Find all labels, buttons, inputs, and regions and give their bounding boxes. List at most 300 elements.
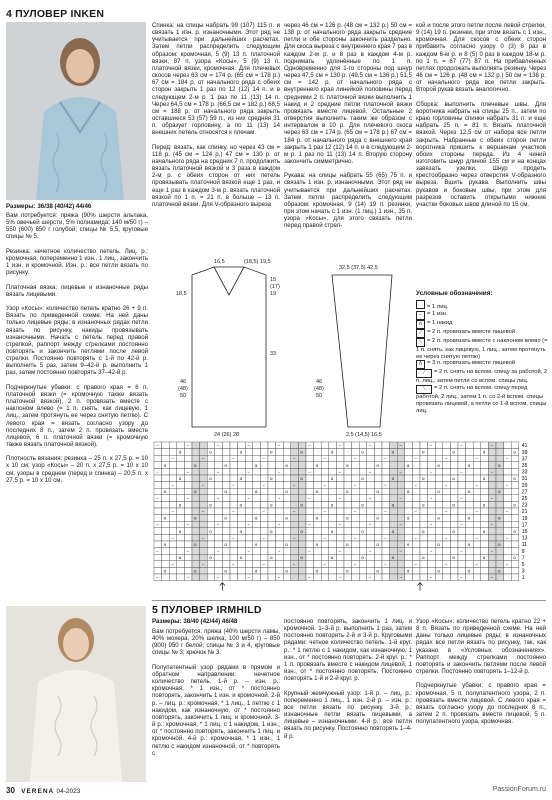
chart-cell	[336, 534, 344, 541]
chart-cell	[397, 561, 405, 568]
chart-symbol: −	[353, 561, 357, 567]
chart-symbol: −	[384, 509, 387, 514]
chart-row-label: 3	[521, 568, 525, 575]
chart-cell	[504, 521, 512, 528]
svg-text:16,5: 16,5	[214, 259, 225, 265]
chart-cell	[428, 455, 436, 462]
chart-cell	[162, 449, 170, 456]
repeat-arrow	[220, 583, 225, 591]
chart-cell	[412, 515, 420, 522]
chart-cell	[412, 521, 420, 528]
chart-cell	[177, 495, 185, 502]
chart-symbol: o	[422, 555, 425, 561]
chart-cell	[222, 574, 230, 581]
chart-symbol: −	[277, 575, 281, 580]
chart-cell	[481, 541, 489, 548]
text-column-1: Вам потребуется: пряжа (90% шерсти альпака, 5% овечьей шерсти, 5% полиамида; 140 м/50 г) – 550 (600) 650 г голубой; спицы № 5,5, круговые спицы № 5. Резинка: нечетное количество петель. Лиц. р.: кромочная, попеременно 1 изн., 1 лиц., закончить 1 изн. и кромочной. Изн. р.: все петли вязать по рисунку. Платочная вязка: лицевые и изнаночные ряды вязать лицевыми. Узор «Косы»: количество петель кратно 26 + 9 п. Вязать по приведенной схеме. На ней даны только лицевые ряды; в изнаночных рядах петли вязать по рисунку, накиды провязывать изнаночными. Начать с петель перед правой стрелкой, раппорт между стрелками постоянно повторять и закончить петлями после левой стрелки. Постоянно повторять с 1-й по 42-й р. выполнить 5 раз, затем 9–42-й р. выполнить 1 раз, затем постоянно повторять 37–42-й р. Подчеркнутые убавки: с правого края = 6 п. платочной вязки (= кромочную также вязать платочной вязкой), 2 п. провязать вместе с наклоном влево (= 1 п. снять, как лицевую, 1 лиц., затем протянуть ее через снятую петлю). С левого края = вязать согласно узору до последних 8 п., затем 2 п. провязать вместе лицевой, 6 п. платочной вязки (= кромочную также вязать платочной вязкой). Плотность вязания: резинка – 25 п. х 27,5 р. = 10 х 10 см; узор «Косы» – 20 п. х 27,5 р. = 10 х 10 см; узоры в среднем (перед и спинка) – 20,5 п. х 27,5 р. = 10 х 10 см.	[6, 212, 148, 484]
chart-cell	[443, 488, 451, 495]
chart-symbol: −	[323, 561, 326, 567]
chart-symbol: o	[270, 528, 273, 534]
chart-cell	[488, 475, 496, 482]
chart-symbol: −	[399, 575, 402, 580]
chart-symbol: −	[277, 443, 281, 448]
chart-row-label: 17	[521, 522, 528, 529]
chart-row-label: 31	[521, 476, 528, 483]
chart-cell	[245, 528, 253, 535]
chart-symbol: −	[490, 575, 494, 580]
chart-symbol: −	[490, 548, 494, 554]
chart-cell	[162, 495, 170, 502]
chart-cell	[420, 515, 428, 522]
chart-cell	[200, 567, 208, 574]
chart-cell	[336, 462, 344, 469]
chart-symbol: −	[186, 495, 190, 501]
chart-cell	[367, 515, 375, 522]
chart-cell	[314, 455, 322, 462]
chart-cell	[238, 495, 246, 502]
chart-symbol: −	[444, 482, 448, 488]
chart-cell	[154, 528, 162, 535]
chart-cell	[329, 521, 337, 528]
chart-symbol: −	[292, 482, 296, 488]
chart-cell	[488, 488, 496, 495]
chart-cell	[458, 541, 466, 548]
chart-cell	[314, 495, 322, 502]
chart-cell	[352, 528, 360, 535]
chart-cell	[306, 455, 314, 462]
chart-cell	[215, 561, 223, 568]
chart-cell	[260, 567, 268, 574]
chart-cell	[352, 462, 360, 469]
chart-cell	[374, 534, 382, 541]
chart-cell	[253, 495, 261, 502]
chart-cell	[450, 574, 458, 581]
chart-symbol: o	[513, 555, 516, 561]
chart-cell	[154, 554, 162, 561]
chart-cell	[397, 528, 405, 535]
chart-symbol: o	[239, 502, 243, 508]
chart-symbol: −	[475, 535, 478, 541]
chart-symbol: o	[270, 449, 273, 455]
chart-cell	[207, 561, 215, 568]
chart-cell	[344, 548, 352, 555]
chart-symbol: −	[460, 443, 463, 448]
chart-cell	[230, 574, 238, 581]
chart-cell	[276, 567, 284, 574]
chart-cell	[230, 567, 238, 574]
model-photo-irmhild	[6, 606, 146, 782]
repeat-arrow	[418, 583, 423, 591]
chart-symbol: o	[437, 542, 440, 547]
chart-cell	[466, 455, 474, 462]
chart-symbol: −	[262, 482, 266, 488]
chart-cell	[466, 574, 474, 581]
chart-cell	[352, 567, 360, 574]
chart-cell	[428, 449, 436, 456]
chart-cell	[504, 574, 512, 581]
chart-cell	[268, 548, 276, 555]
chart-cell	[473, 515, 481, 522]
chart-cell	[154, 449, 162, 456]
chart-cell	[352, 548, 360, 555]
chart-symbol: o	[498, 462, 501, 468]
chart-symbol: −	[247, 495, 250, 501]
legend-item: ⟋ = 2 п. снять на вспом. спицу за работой, 2 п. лиц., затем петли со вспом. спицы лиц.	[416, 369, 548, 385]
chart-symbol: −	[186, 443, 190, 448]
chart-cell	[344, 528, 352, 535]
chart-cell	[207, 515, 215, 522]
chart-symbol: o	[194, 542, 197, 547]
chart-symbol: −	[338, 443, 342, 448]
chart-cell	[412, 468, 420, 475]
chart-cell	[314, 501, 322, 508]
chart-cell	[283, 475, 291, 482]
chart-cell	[162, 508, 170, 515]
chart-cell	[397, 488, 405, 495]
chart-cell	[253, 475, 261, 482]
chart-symbol: o	[482, 555, 486, 561]
chart-cell	[473, 521, 481, 528]
chart-cell	[458, 554, 466, 561]
chart-symbol: o	[254, 462, 258, 468]
chart-symbol: o	[422, 528, 425, 534]
chart-cell	[458, 567, 466, 574]
chart-cell	[169, 462, 177, 469]
chart-cell	[359, 455, 367, 462]
chart-symbol: −	[171, 535, 174, 541]
chart-cell	[268, 561, 276, 568]
chart-cell	[184, 515, 192, 522]
chart-cell	[253, 442, 261, 449]
chart-cell	[458, 488, 466, 495]
chart-symbol: −	[232, 482, 235, 488]
chart-cell	[245, 541, 253, 548]
chart-cell	[268, 495, 276, 502]
chart-symbol: −	[156, 522, 159, 528]
chart-cell	[344, 501, 352, 508]
chart-cell	[260, 488, 268, 495]
page-number: 30	[6, 786, 15, 795]
chart-cell	[268, 508, 276, 515]
chart-cell	[276, 455, 284, 462]
chart-cell	[488, 515, 496, 522]
chart-cell	[466, 495, 474, 502]
chart-cell	[382, 567, 390, 574]
chart-symbol: o	[346, 515, 349, 521]
chart-symbol: −	[308, 548, 311, 554]
chart-symbol: o	[254, 489, 258, 495]
chart-cell	[397, 508, 405, 515]
chart-cell	[488, 501, 496, 508]
chart-cell	[253, 449, 261, 456]
chart-symbol: o	[330, 502, 334, 508]
chart-symbol: −	[232, 509, 235, 514]
chart-cell	[488, 449, 496, 456]
svg-text:32,5 (37,5) 42,5: 32,5 (37,5) 42,5	[339, 265, 378, 271]
chart-symbol: o	[437, 568, 440, 574]
chart-cell	[397, 554, 405, 561]
chart-cell	[428, 561, 436, 568]
chart-symbol: o	[178, 476, 182, 481]
chart-symbol: o	[163, 515, 167, 521]
chart-cell	[450, 455, 458, 462]
chart-symbol: −	[429, 495, 433, 501]
chart-cell	[321, 449, 329, 456]
chart-symbol: −	[247, 469, 250, 475]
chart-symbol: −	[490, 443, 494, 448]
chart-symbol: o	[361, 476, 364, 481]
chart-cell	[382, 442, 390, 449]
chart-cell	[504, 475, 512, 482]
chart-cell	[162, 455, 170, 462]
chart-cell	[238, 567, 246, 574]
chart-symbol: o	[498, 515, 501, 521]
chart-cell	[511, 488, 519, 495]
chart-symbol: −	[505, 535, 509, 541]
chart-cell	[443, 462, 451, 469]
chart-cell	[428, 475, 436, 482]
purl-icon: −	[416, 311, 425, 320]
text-column-7: Узор «Косы»: количество петель кратно 22 + 8 п. Вязать по приведенной схеме. На ней даны только лицевые ряды; в изнаночных рядах все петли вязать по рисунку, так, как указано в «Условных обозначениях». Раппорт между стрелками постоянно повторять и закончить петлями после левой стрелки. Постоянно повторять 1–12-й р. Подчеркнутые убавки: с правого края = кромочная, 5 п. полупатентного узора, 2 п. провязать вместе лицевой. С левого края = вязать согласно узору до последних 8 п., затем 2 п. провязать вместе лицевой, 5 п. полупатентного узора, кромочная.	[416, 618, 546, 726]
chart-cell	[336, 475, 344, 482]
chart-cell	[238, 541, 246, 548]
chart-cell	[276, 561, 284, 568]
chart-symbol: o	[315, 462, 319, 468]
chart-cell	[382, 501, 390, 508]
chart-cell	[397, 482, 405, 489]
chart-symbol: −	[201, 482, 205, 488]
chart-cell	[435, 495, 443, 502]
chart-symbol: −	[475, 482, 478, 488]
chart-cell	[466, 449, 474, 456]
chart-cell	[291, 475, 299, 482]
chart-cell	[336, 455, 344, 462]
chart-symbol: o	[178, 502, 182, 508]
chart-symbol: −	[399, 548, 402, 554]
chart-cell	[298, 521, 306, 528]
chart-symbol: −	[414, 482, 418, 488]
chart-symbol: −	[490, 469, 494, 475]
chart-cell	[336, 554, 344, 561]
chart-cell	[511, 567, 519, 574]
chart-cell	[473, 541, 481, 548]
chart-symbol: o	[361, 555, 364, 561]
cable-right-icon: ⟋	[416, 369, 432, 378]
chart-cell	[359, 468, 367, 475]
chart-cell	[321, 574, 329, 581]
chart-symbol: o	[239, 555, 243, 561]
chart-cell	[344, 468, 352, 475]
chart-cell	[283, 554, 291, 561]
text-column-6: постоянно повторять, закончить 1 лиц. и кромочной. 1–3-й р. выполнить 1 раз, затем постоянно повторять 2-й и 3-й р. Круговыми рядами: четное количество петель. 1-й круг. р.: * 1 петлю с 1 накидом, как изнаночную, 1 изн., от * постоянно повторять. 2-й круг. р.: * 1 п. провязать вместе с накидом лицевой, 1 изн., от * постоянно повторять. Постоянно повторять 1-й и 2-й круг. р. Крупный жемчужный узор: 1-й р. – лиц. р.: попеременно 1 лиц., 1 изн. 2-й р. – изн. р.: все петли вязать по рисунку. 3-й р.: изнаночные петли вязать лицевыми, а лицевые – изнаночными. 4-й р.: все петли вязать по рисунку. Постоянно повторять 1–4-й р.	[284, 618, 412, 740]
chart-symbol: −	[460, 548, 463, 554]
chart-cell	[435, 528, 443, 535]
chart-cell	[488, 462, 496, 469]
chart-symbol: o	[239, 476, 243, 481]
chart-cell	[215, 455, 223, 462]
chart-cell	[374, 442, 382, 449]
chart-cell	[230, 495, 238, 502]
chart-cell	[420, 534, 428, 541]
chart-cell	[428, 567, 436, 574]
chart-cell	[192, 548, 200, 555]
chart-cell	[207, 508, 215, 515]
chart-cell	[511, 515, 519, 522]
chart-row-label: 7	[521, 555, 525, 562]
knit-icon	[416, 300, 425, 309]
chart-symbol: −	[444, 509, 448, 514]
chart-cell	[367, 449, 375, 456]
sizes-irmhild: Размеры: 38/40 (42/44) 46/48	[152, 618, 238, 625]
chart-cell	[230, 501, 238, 508]
chart-cell	[230, 442, 238, 449]
chart-cell	[405, 561, 413, 568]
chart-cell	[374, 521, 382, 528]
chart-cell	[215, 449, 223, 456]
chart-cell	[329, 495, 337, 502]
chart-symbol: −	[368, 522, 372, 528]
chart-symbol: o	[346, 568, 349, 574]
chart-cell	[428, 515, 436, 522]
chart-cell	[276, 508, 284, 515]
chart-cell	[504, 515, 512, 522]
legend	[416, 290, 548, 435]
k2tog-icon: ⟋	[416, 329, 425, 338]
chart-cell	[397, 455, 405, 462]
chart-cell	[162, 548, 170, 555]
chart-cell	[473, 554, 481, 561]
knitting-chart	[152, 440, 546, 592]
chart-cell	[177, 442, 185, 449]
chart-symbol: o	[422, 449, 425, 455]
chart-cell	[298, 548, 306, 555]
chart-cell	[382, 521, 390, 528]
chart-row-label: 41	[521, 443, 528, 450]
chart-cell	[405, 528, 413, 535]
chart-cell	[192, 561, 200, 568]
chart-cell	[291, 554, 299, 561]
chart-cell	[511, 561, 519, 568]
chart-cell	[367, 534, 375, 541]
chart-cell	[405, 468, 413, 475]
chart-cell	[321, 541, 329, 548]
chart-cell	[405, 482, 413, 489]
chart-cell	[314, 442, 322, 449]
chart-cell	[374, 495, 382, 502]
chart-cell	[374, 561, 382, 568]
chart-symbol: −	[156, 495, 159, 501]
chart-cell	[435, 508, 443, 515]
chart-symbol: o	[300, 528, 303, 534]
chart-cell	[458, 482, 466, 489]
chart-cell	[238, 521, 246, 528]
chart-cell	[367, 541, 375, 548]
chart-cell	[496, 574, 504, 581]
chart-cell	[222, 501, 230, 508]
chart-cell	[245, 482, 253, 489]
chart-symbol: o	[209, 502, 212, 508]
chart-cell	[382, 495, 390, 502]
chart-cell	[397, 449, 405, 456]
chart-cell	[177, 567, 185, 574]
model-photo-inken	[6, 22, 146, 200]
chart-cell	[306, 528, 314, 535]
chart-cell	[466, 561, 474, 568]
chart-symbol: −	[277, 469, 281, 475]
k3tog-icon: Λ	[416, 360, 425, 369]
chart-symbol: −	[338, 548, 342, 554]
chart-cell	[435, 482, 443, 489]
chart-cell	[245, 501, 253, 508]
chart-cell	[390, 462, 398, 469]
chart-symbol: o	[361, 528, 364, 534]
chart-symbol: −	[353, 456, 357, 462]
chart-cell	[336, 561, 344, 568]
chart-cell	[367, 501, 375, 508]
chart-cell	[283, 534, 291, 541]
chart-cell	[192, 442, 200, 449]
chart-cell	[359, 508, 367, 515]
chart-cell	[405, 574, 413, 581]
chart-symbol: o	[209, 449, 212, 455]
chart-cell	[222, 521, 230, 528]
chart-cell	[344, 442, 352, 449]
chart-cell	[344, 495, 352, 502]
chart-cell	[412, 449, 420, 456]
chart-cell	[428, 528, 436, 535]
chart-cell	[344, 521, 352, 528]
chart-cell	[352, 468, 360, 475]
chart-symbol: o	[452, 528, 455, 534]
legend-item: ⟍ = 2 п. снять на вспом. спицу перед работой, 2 лиц., затем 1 п. со 2-й вспом. спицы провязать лицевой, а петли со 1-й вспом. спицы лиц.	[416, 385, 547, 414]
chart-cell	[260, 554, 268, 561]
chart-cell	[276, 462, 284, 469]
chart-symbol: o	[406, 515, 410, 521]
chart-cell	[238, 548, 246, 555]
chart-cell	[306, 567, 314, 574]
chart-cell	[329, 574, 337, 581]
chart-symbol: −	[262, 456, 266, 462]
chart-cell	[390, 567, 398, 574]
chart-cell	[481, 548, 489, 555]
chart-cell	[177, 521, 185, 528]
chart-cell	[374, 468, 382, 475]
chart-cell	[184, 541, 192, 548]
chart-cell	[154, 508, 162, 515]
chart-symbol: −	[156, 548, 159, 554]
chart-symbol: o	[300, 555, 303, 561]
chart-cell	[207, 488, 215, 495]
chart-symbol: −	[414, 561, 418, 567]
chart-symbol: −	[460, 575, 463, 580]
chart-cell	[511, 495, 519, 502]
chart-symbol: −	[475, 561, 478, 567]
chart-cell	[329, 488, 337, 495]
chart-cell	[283, 442, 291, 449]
chart-cell	[405, 548, 413, 555]
chart-cell	[200, 475, 208, 482]
chart-cell	[496, 449, 504, 456]
chart-cell	[488, 561, 496, 568]
chart-cell	[481, 521, 489, 528]
chart-cell	[222, 508, 230, 515]
chart-cell	[306, 482, 314, 489]
chart-symbol: −	[353, 509, 357, 514]
chart-cell	[314, 561, 322, 568]
chart-cell	[283, 468, 291, 475]
chart-cell	[276, 534, 284, 541]
chart-cell	[435, 554, 443, 561]
